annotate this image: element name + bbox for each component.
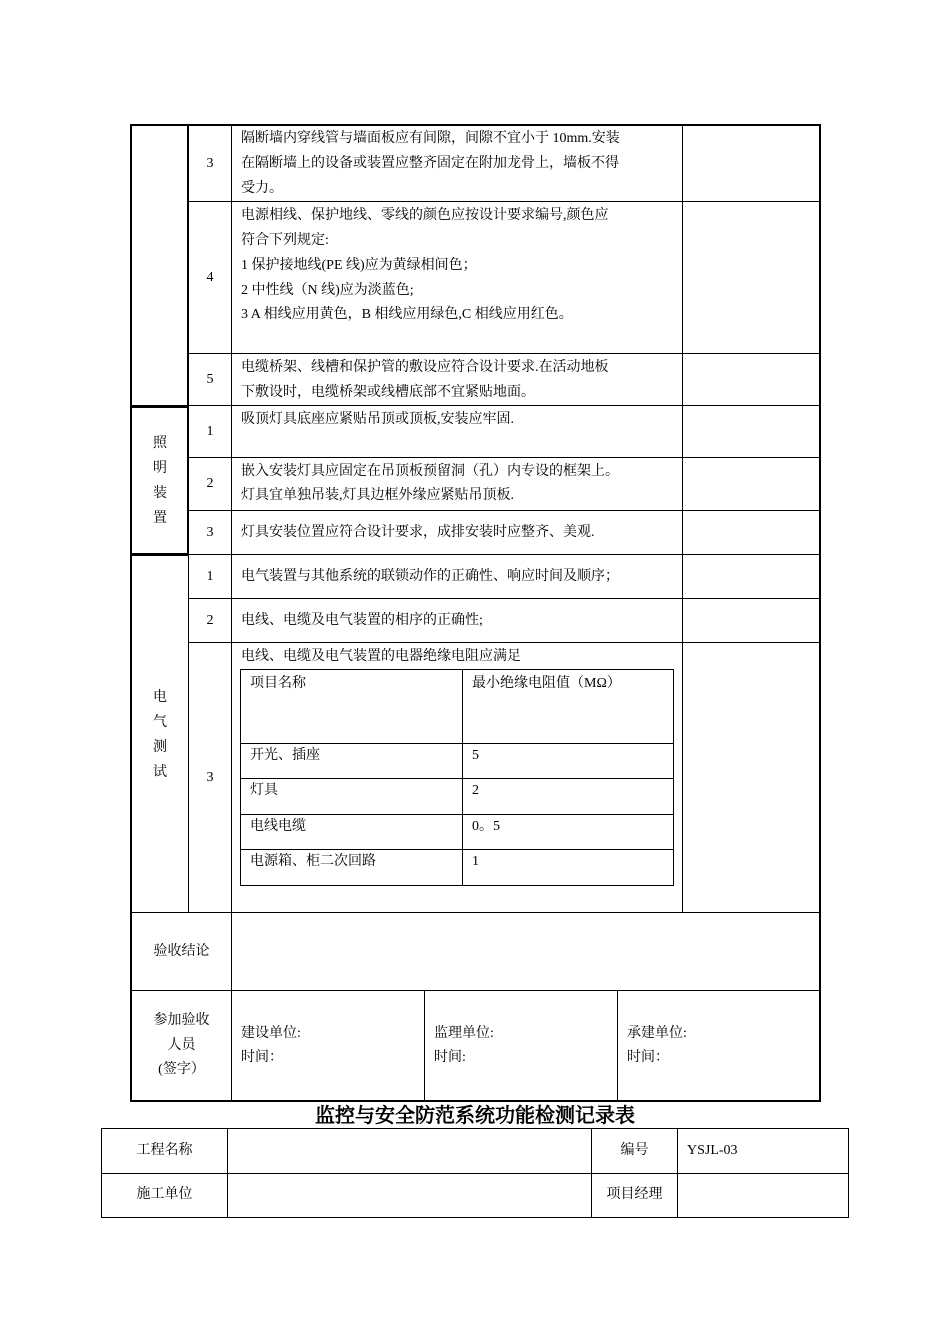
row-number: 1 xyxy=(206,569,214,584)
row-number: 2 xyxy=(206,613,214,628)
insulation-header-item: 项目名称 xyxy=(250,676,306,691)
row-content: 电气装置与其他系统的联锁动作的正确性、响应时间及顺序； xyxy=(241,569,619,584)
project-name-field[interactable] xyxy=(228,1129,591,1173)
conclusion-field[interactable] xyxy=(232,913,819,990)
project-name-label: 工程名称 xyxy=(136,1143,193,1158)
page-title: 监控与安全防范系统功能检测记录表 xyxy=(315,1103,635,1127)
row-number: 4 xyxy=(206,270,214,285)
row-content: 电线、电缆及电气装置的相序的正确性; xyxy=(241,613,483,628)
row-number: 5 xyxy=(206,372,214,387)
row-content: 电线、电缆及电气装置的电器绝缘电阻应满足 xyxy=(241,649,521,664)
conclusion-label: 验收结论 xyxy=(153,944,210,959)
construction-unit-label: 施工单位 xyxy=(136,1187,193,1202)
row-number: 1 xyxy=(206,424,214,439)
construction-unit-field[interactable] xyxy=(228,1174,591,1217)
row-content: 吸顶灯具底座应紧贴吊顶或顶板,安装应牢固. xyxy=(241,412,514,427)
table-border-right xyxy=(819,124,821,1102)
project-manager-label: 项目经理 xyxy=(606,1187,663,1202)
row-number: 3 xyxy=(206,156,214,171)
row-content: 灯具安装位置应符合设计要求，成排安装时应整齐、美观. xyxy=(241,525,595,540)
code-value: YSJL-03 xyxy=(687,1143,738,1158)
code-label: 编号 xyxy=(620,1143,649,1158)
row-number: 3 xyxy=(206,770,214,785)
row-number: 3 xyxy=(206,525,214,540)
row-number: 2 xyxy=(206,476,214,491)
project-manager-field[interactable] xyxy=(678,1174,848,1217)
table-border-top xyxy=(130,124,821,126)
insulation-header-value: 最小绝缘电阻值（MΩ） xyxy=(472,676,621,691)
